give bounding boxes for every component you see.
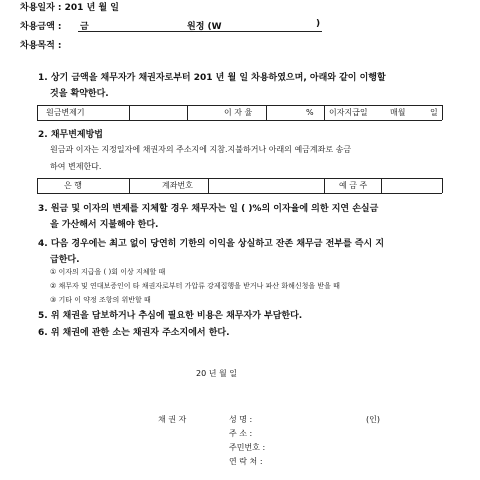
account-number-label: 계좌번호 <box>162 181 193 190</box>
section3-line1: 3. 원금 및 이자의 변제를 지체할 경우 채무자는 일 ( )%의 이자율에 의한 지연 손실금 <box>38 204 379 214</box>
creditor-id-label: 주민번호 : <box>229 443 266 452</box>
seal-mark: (인) <box>366 415 380 424</box>
section2-desc-line1: 원금과 이자는 지정일자에 채권자의 주소지에 지참.지불하거나 아래의 예금계좌로 송금 <box>50 145 352 154</box>
creditor-name-label: 성 명 : <box>229 415 253 424</box>
table2-divider-3 <box>324 178 325 193</box>
day-unit: 일 <box>430 108 438 117</box>
section4-item-1: ① 이자의 지급을 ( )회 이상 지체할 때 <box>50 268 166 276</box>
loan-amount-prefix: 금 <box>80 22 89 32</box>
creditor-address-label: 주 소 : <box>229 429 253 438</box>
creditor-label: 채 권 자 <box>158 415 187 424</box>
table1-right-border <box>442 105 443 120</box>
loan-amount-close: ) <box>316 19 321 29</box>
section1-line1: 1. 상기 금액을 채무자가 채권자로부터 201 년 월 일 차용하였으며, 아래와 같이 이행할 <box>38 73 386 83</box>
loan-date-label: 차용일자 : <box>20 3 65 13</box>
loan-purpose-label: 차용목적 : <box>20 41 62 51</box>
loan-amount-label: 차용금액 : <box>20 22 62 32</box>
principal-repayment-label: 원금변제기 <box>46 108 85 117</box>
bank-label: 은 행 <box>64 181 82 190</box>
section2-desc-line2: 하여 변제한다. <box>50 162 102 171</box>
table1-bottom-border <box>37 120 442 121</box>
percent-unit: % <box>306 108 314 117</box>
loan-amount-won: 원정 (W <box>187 22 222 32</box>
section3-line2: 을 가산해서 지불해야 한다. <box>50 220 159 230</box>
section6-line: 6. 위 채권에 관한 소는 채권자 주소지에서 한다. <box>38 328 230 338</box>
table1-divider-3 <box>266 105 267 120</box>
creditor-contact-label: 연 락 처 : <box>229 457 263 466</box>
section2-title: 2. 채무변제방법 <box>38 130 103 140</box>
table2-right-border <box>442 178 443 193</box>
section1-line2: 것을 확약한다. <box>50 89 109 99</box>
table1-divider-2 <box>187 105 188 120</box>
amount-underline <box>78 31 322 32</box>
interest-payday-label: 이자지급일 <box>329 108 368 117</box>
section4-item-2: ② 채무자 및 연대보증인이 타 채권자로부터 가압류 강제집행을 받거나 파산 화해신청을 받을 때 <box>50 282 340 290</box>
table2-divider-4 <box>381 178 382 193</box>
table1-left-border <box>37 105 38 120</box>
monthly-label: 매월 <box>390 108 406 117</box>
table1-divider-1 <box>129 105 130 120</box>
section5-line: 5. 위 채권을 담보하거나 추심에 필요한 비용은 채무자가 부담한다. <box>38 311 303 321</box>
table2-left-border <box>37 178 38 193</box>
table2-divider-2 <box>208 178 209 193</box>
loan-date-value: 201 년 월 일 <box>64 3 119 13</box>
account-holder-label: 예 금 주 <box>339 181 368 190</box>
section4-line1: 4. 다음 경우에는 최고 없이 당연히 기한의 이익을 상실하고 잔존 채무금 전부를 즉시 지 <box>38 239 385 249</box>
table1-divider-4 <box>324 105 325 120</box>
section4-line2: 급한다. <box>50 255 80 265</box>
section4-item-3: ③ 기타 이 약정 조항의 위반할 때 <box>50 296 151 304</box>
table2-bottom-border <box>37 193 442 194</box>
table2-divider-1 <box>129 178 130 193</box>
interest-rate-label: 이 자 율 <box>224 108 253 117</box>
signing-date: 20 년 월 일 <box>196 369 237 378</box>
loan-date-row <box>20 0 119 13</box>
